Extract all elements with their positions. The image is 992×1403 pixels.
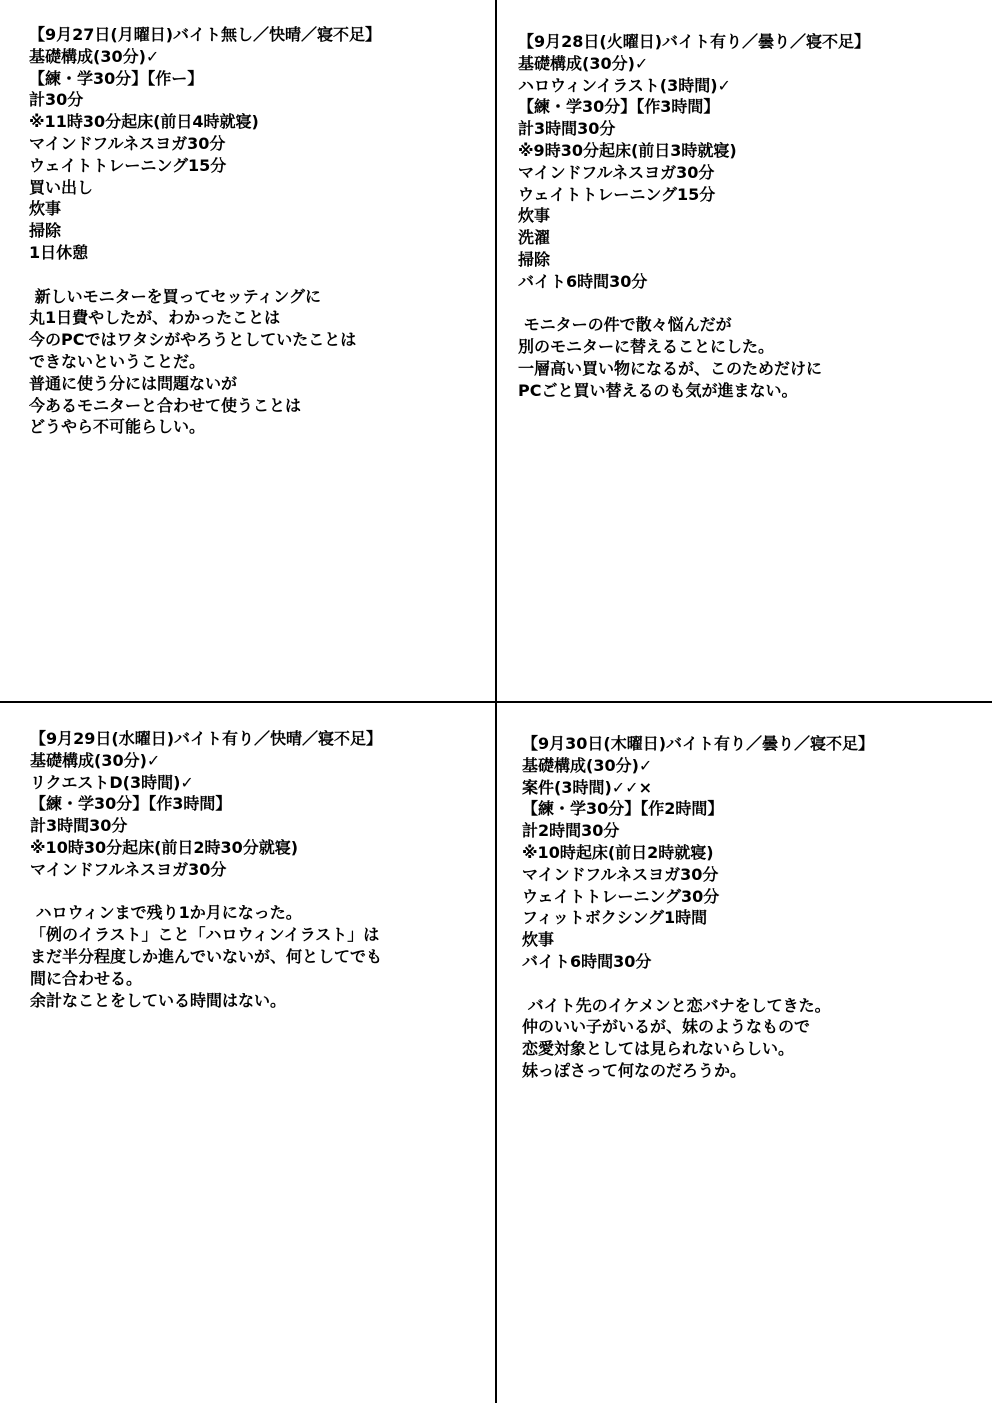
entry-line: まだ半分程度しか進んでいないが、何としてでも: [30, 946, 383, 966]
entry-line: 基礎構成(30分)✓: [29, 46, 160, 66]
entry-line: ハロウィンイラスト(3時間)✓: [518, 75, 731, 95]
entry-header: 【9月27日(月曜日)バイト無し／快晴／寝不足】: [29, 25, 382, 44]
entry-line: [522, 973, 972, 995]
entry-header: 【9月30日(木曜日)バイト有り／曇り／寝不足】: [522, 734, 875, 753]
entry-line: ウェイトトレーニング15分: [29, 155, 227, 175]
entry-line: どうやら不可能らしい。: [29, 417, 206, 437]
entry-line: 掃除: [518, 249, 551, 269]
entry-line: ウェイトトレーニング30分: [522, 886, 720, 906]
entry-line: 【練・学30分】【作2時間】: [522, 799, 724, 819]
entry-header: 【9月29日(水曜日)バイト有り／快晴／寝不足】: [30, 729, 383, 748]
entry-line: PCごと買い替えるのも気が進まない。: [518, 380, 798, 400]
entry-line: ウェイトトレーニング15分: [518, 184, 716, 204]
entry-line: 基礎構成(30分)✓: [522, 755, 653, 775]
entry-line: 計3時間30分: [518, 119, 616, 139]
entry-line: バイト6時間30分: [522, 951, 652, 971]
entry-line: 今あるモニターと合わせて使うことは: [29, 395, 302, 415]
diary-entry-sep-27: [29, 24, 479, 438]
diary-entry-sep-30: [522, 733, 972, 1082]
diary-entry-sep-29: [30, 728, 480, 1011]
entry-line: モニターの件で散々悩んだが: [518, 315, 732, 335]
entry-line: フィットボクシング1時間: [522, 908, 708, 928]
entry-line: 計30分: [29, 90, 84, 110]
entry-line: バイト先のイケメンと恋バナをしてきた。: [522, 995, 831, 1015]
entry-line: マインドフルネスヨガ30分: [518, 162, 715, 182]
entry-line: 普通に使う分には問題ないが: [29, 373, 238, 393]
entry-line: 基礎構成(30分)✓: [518, 53, 649, 73]
entry-header: 【9月28日(火曜日)バイト有り／曇り／寝不足】: [518, 32, 871, 51]
entry-line: バイト6時間30分: [518, 271, 648, 291]
entry-line: マインドフルネスヨガ30分: [30, 859, 227, 879]
entry-line: 計2時間30分: [522, 821, 620, 841]
entry-line: 恋愛対象としては見られないらしい。: [522, 1039, 795, 1059]
entry-line: マインドフルネスヨガ30分: [522, 864, 719, 884]
entry-line: 一層高い買い物になるが、このためだけに: [518, 358, 823, 378]
entry-line: マインドフルネスヨガ30分: [29, 133, 226, 153]
entry-line: ※11時30分起床(前日4時就寝): [29, 112, 259, 132]
entry-line: 掃除: [29, 221, 62, 241]
entry-line: 「例のイラスト」こと「ハロウィンイラスト」は: [30, 925, 380, 945]
entry-line: ※10時30分起床(前日2時30分就寝): [30, 837, 299, 857]
entry-line: ハロウィンまで残り1か月になった。: [30, 903, 302, 923]
entry-line: 炊事: [29, 199, 62, 219]
entry-line: 【練・学30分】【作ー】: [29, 68, 204, 88]
entry-line: [518, 293, 968, 315]
entry-line: 買い出し: [29, 177, 94, 197]
entry-line: 妹っぽさって何なのだろうか。: [522, 1060, 747, 1080]
entry-line: 炊事: [518, 206, 551, 226]
entry-line: [30, 881, 480, 903]
entry-line: 計3時間30分: [30, 816, 128, 836]
entry-line: 【練・学30分】【作3時間】: [30, 794, 232, 814]
entry-line: 炊事: [522, 930, 555, 950]
entry-line: ※10時起床(前日2時就寝): [522, 842, 714, 862]
entry-line: 洗濯: [518, 228, 551, 248]
entry-line: 別のモニターに替えることにした。: [518, 337, 775, 357]
entry-line: 間に合わせる。: [30, 968, 143, 988]
entry-line: 案件(3時間)✓✓×: [522, 777, 652, 797]
entry-line: [29, 264, 479, 286]
entry-line: 丸1日費やしたが、わかったことは: [29, 308, 281, 328]
entry-line: リクエストD(3時間)✓: [30, 772, 194, 792]
entry-line: ※9時30分起床(前日3時就寝): [518, 140, 737, 160]
diary-entry-sep-28: [518, 31, 968, 402]
horizontal-divider: [0, 701, 992, 703]
entry-line: 今のPCではワタシがやろうとしていたことは: [29, 330, 357, 350]
entry-line: 【練・学30分】【作3時間】: [518, 97, 720, 117]
entry-line: 1日休憩: [29, 242, 89, 262]
entry-line: できないということだ。: [29, 351, 206, 371]
entry-line: 新しいモニターを買ってセッティングに: [29, 286, 321, 306]
entry-line: 仲のいい子がいるが、妹のようなもので: [522, 1017, 811, 1037]
entry-line: 基礎構成(30分)✓: [30, 750, 161, 770]
entry-line: 余計なことをしている時間はない。: [30, 990, 287, 1010]
